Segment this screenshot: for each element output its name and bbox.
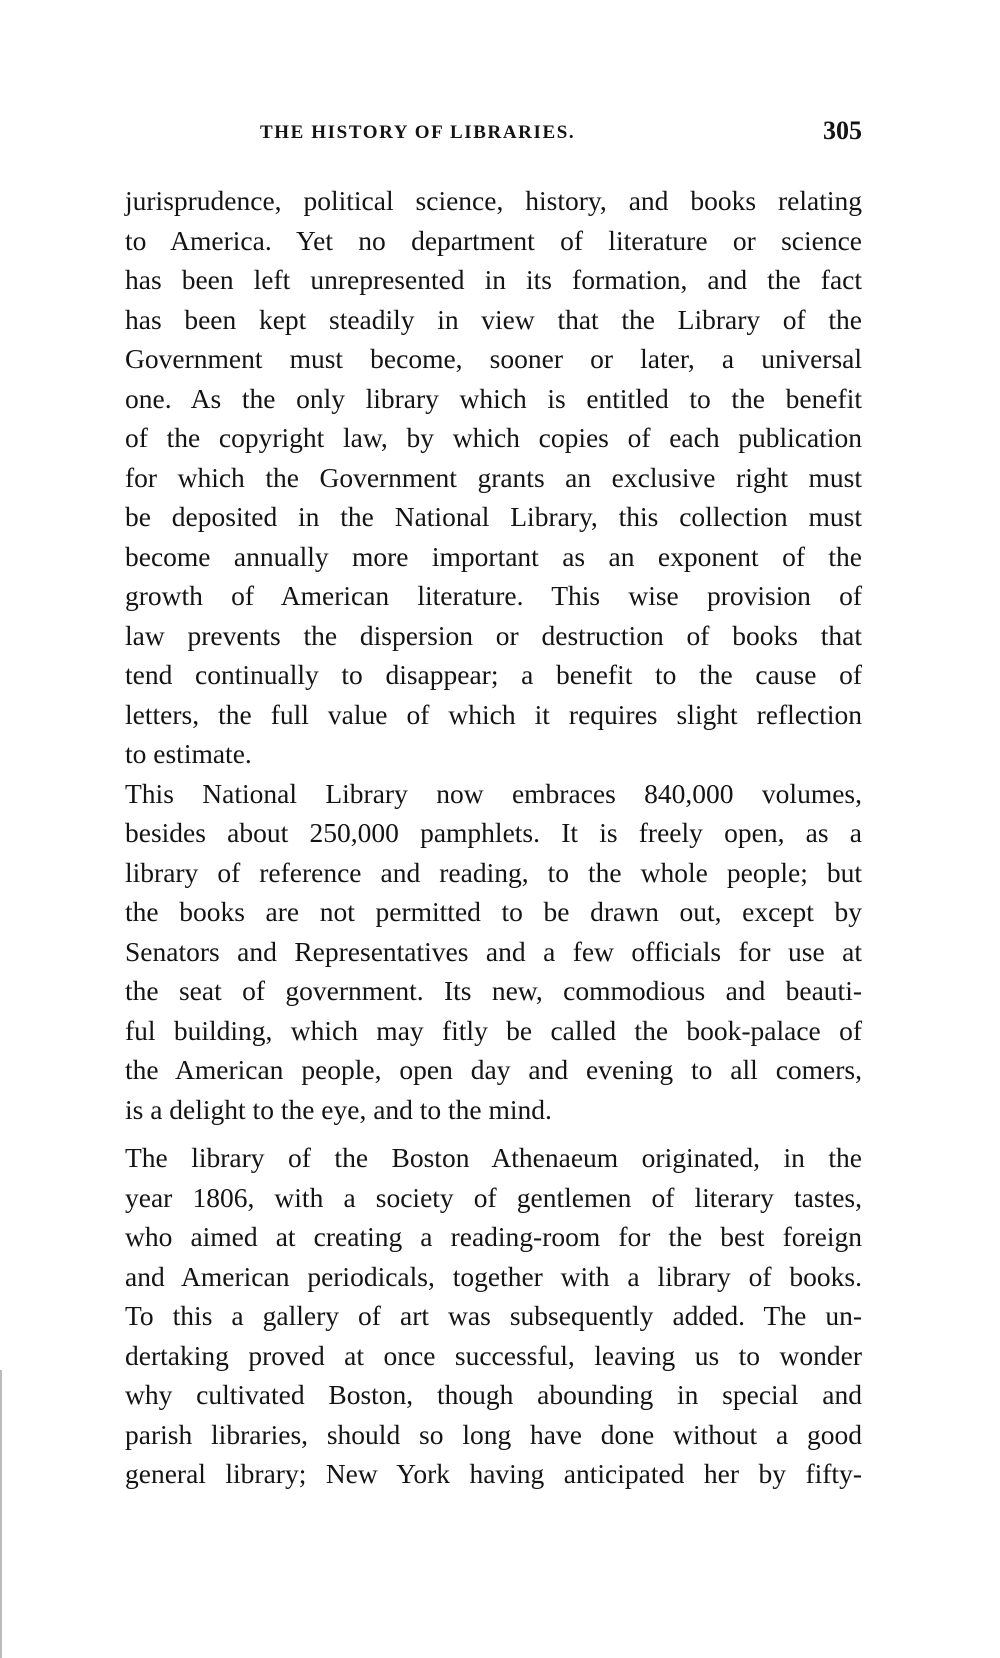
text-line: the seat of government. Its new, commodious and beauti-: [125, 975, 862, 1006]
text-line: library of reference and reading, to the whole people; but: [125, 856, 862, 888]
text-line: letters, the full value of which it requires slight reflection: [125, 698, 862, 730]
text-line: law prevents the dispersion or destruction of books that: [125, 619, 862, 651]
text-line: why cultivated Boston, though abounding in special and: [125, 1379, 862, 1410]
text-line: become annually more important as an exponent of the: [125, 540, 862, 572]
text-line: who aimed at creating a reading-room for the best foreign: [125, 1221, 862, 1252]
text-line: to estimate.: [125, 738, 252, 769]
text-line: year 1806, with a society of gentlemen of literary tastes,: [125, 1181, 862, 1213]
text-line: jurisprudence, political science, history, and books relating: [125, 185, 862, 216]
paragraph: [125, 774, 862, 1130]
text-line: general library; New York having anticipated her by fifty-: [125, 1458, 862, 1489]
text-line: dertaking proved at once successful, leaving us to wonder: [125, 1339, 862, 1371]
text-line: This National Library now embraces 840,000 volumes,: [125, 777, 862, 809]
page-body: [125, 181, 862, 1494]
text-line: To this a gallery of art was subsequently added. The un-: [125, 1300, 862, 1331]
text-line: growth of American literature. This wise provision of: [125, 580, 862, 611]
text-line: has been left unrepresented in its formation, and the fact: [125, 264, 862, 295]
page-number: 305: [823, 116, 862, 145]
text-line: besides about 250,000 pamphlets. It is freely open, as a: [125, 817, 862, 848]
text-line: The library of the Boston Athenaeum originated, in the: [125, 1142, 862, 1173]
text-line: Senators and Representatives and a few officials for use at: [125, 935, 862, 967]
text-line: parish libraries, should so long have done without a good: [125, 1418, 862, 1450]
text-line: tend continually to disappear; a benefit to the cause of: [125, 659, 862, 690]
scan-edge: [0, 1370, 2, 1658]
text-line: has been kept steadily in view that the Library of the: [125, 303, 862, 335]
text-line: to America. Yet no department of literature or science: [125, 224, 862, 256]
page-header: [125, 116, 862, 152]
text-line: of the copyright law, by which copies of each publication: [125, 422, 862, 453]
running-title: THE HISTORY OF LIBRARIES.: [260, 122, 576, 143]
text-line: for which the Government grants an exclusive right must: [125, 461, 862, 493]
text-line: one. As the only library which is entitled to the benefit: [125, 382, 862, 414]
text-line: the books are not permitted to be drawn out, except by: [125, 896, 862, 927]
text-line: be deposited in the National Library, this collection must: [125, 501, 862, 532]
paragraph: [125, 181, 862, 774]
text-line: and American periodicals, together with a library of books.: [125, 1260, 862, 1292]
text-line: Government must become, sooner or later, a universal: [125, 343, 862, 374]
text-line: ful building, which may fitly be called the book-palace of: [125, 1014, 862, 1046]
text-line: the American people, open day and evening to all comers,: [125, 1054, 862, 1085]
text-line: is a delight to the eye, and to the mind.: [125, 1093, 552, 1125]
paragraph: [125, 1138, 862, 1494]
